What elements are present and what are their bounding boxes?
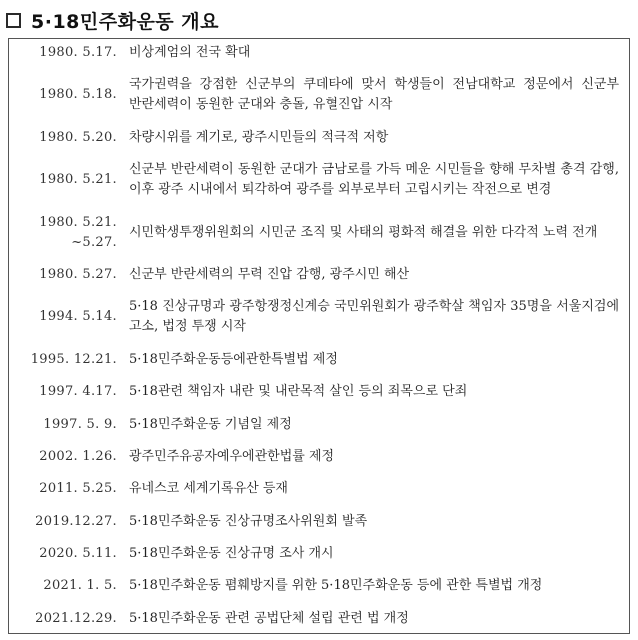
event-date-end: ~5.27. <box>71 234 117 250</box>
page-title: 5·18민주화운동 개요 <box>31 10 219 33</box>
timeline-row <box>17 265 619 285</box>
event-description: 시민학생투쟁위원회의 시민군 조직 및 사태의 평화적 해결을 위한 다각적 노력 전개 <box>129 224 598 240</box>
event-date: 1980. 5.21. <box>39 172 117 188</box>
event-date: 1980. 5.20. <box>39 129 117 145</box>
event-description: 5·18민주화운동 진상규명 조사 개시 <box>129 546 334 562</box>
event-description: 비상계엄의 전국 확대 <box>129 45 251 60</box>
event-date: 1994. 5.14. <box>39 309 117 325</box>
event-description: 5·18관련 책임자 내란 및 내란목적 살인 등의 죄목으로 단죄 <box>129 384 468 400</box>
timeline-row <box>17 576 619 596</box>
event-date: 1997. 5. 9. <box>43 416 117 432</box>
event-date: 2020. 5.11. <box>39 546 117 562</box>
event-date: 1980. 5.17. <box>39 45 117 60</box>
event-description: 5·18민주화운동 진상규명조사위원회 발족 <box>129 513 368 529</box>
event-description: 광주민주유공자예우에관한법률 제정 <box>129 448 335 464</box>
event-date: 1995. 12.21. <box>30 351 117 367</box>
timeline-row <box>17 609 619 629</box>
timeline-row <box>17 382 619 402</box>
event-date: 1997. 4.17. <box>39 384 117 400</box>
event-date: 2021.12.29. <box>35 610 117 626</box>
event-description: 유네스코 세계기록유산 등재 <box>129 481 288 497</box>
event-description: 신군부 반란세력의 무력 진압 감행, 광주시민 해산 <box>129 266 410 282</box>
timeline-row <box>17 415 619 435</box>
event-date: 2019.12.27. <box>35 513 117 529</box>
timeline-row <box>17 75 619 115</box>
event-description: 차량시위를 계기로, 광주시민들의 적극적 저항 <box>129 129 389 145</box>
event-description: 5·18민주화운동 관련 공법단체 설립 관련 법 개정 <box>129 610 409 626</box>
event-description: 5·18 진상규명과 광주항쟁정신계승 국민위원회가 광주학살 책임자 35명을 서울지검에 고소, 법정 투쟁 시작 <box>129 299 619 335</box>
timeline-row <box>17 128 619 148</box>
timeline-row <box>17 297 619 337</box>
timeline-row <box>17 350 619 370</box>
timeline-row <box>17 43 619 63</box>
page-header <box>6 6 219 34</box>
event-date: 2011. 5.25. <box>39 481 117 497</box>
checkbox-square-icon <box>6 13 21 28</box>
timeline-row <box>17 512 619 532</box>
timeline-row <box>17 544 619 564</box>
timeline-row <box>17 213 619 253</box>
timeline-box <box>8 38 630 634</box>
event-date: 1980. 5.27. <box>39 266 117 282</box>
event-date: 2002. 1.26. <box>39 448 117 464</box>
event-description: 5·18민주화운동 폄훼방지를 위한 5·18민주화운동 등에 관한 특별법 개정 <box>129 578 543 594</box>
timeline-row <box>17 447 619 467</box>
event-description: 5·18민주화운동등에관한특별법 제정 <box>129 351 338 367</box>
event-date: 1980. 5.18. <box>39 87 117 103</box>
event-date-start: 1980. 5.21. <box>39 214 117 230</box>
timeline-row <box>17 160 619 200</box>
event-date-range <box>17 213 129 253</box>
event-description: 국가권력을 강점한 신군부의 쿠데타에 맞서 학생들이 전남대학교 정문에서 신군부 반란세력이 동원한 군대와 충돌, 유혈진압 시작 <box>129 77 619 113</box>
timeline-row <box>17 479 619 499</box>
event-description: 5·18민주화운동 기념일 제정 <box>129 416 292 432</box>
event-description: 신군부 반란세력이 동원한 군대가 금남로를 가득 메운 시민들을 향해 무차별 총격 감행, 이후 광주 시내에서 퇴각하여 광주를 외부로부터 고립시키는 작전으로 변경 <box>129 162 619 198</box>
event-date: 2021. 1. 5. <box>43 578 117 594</box>
